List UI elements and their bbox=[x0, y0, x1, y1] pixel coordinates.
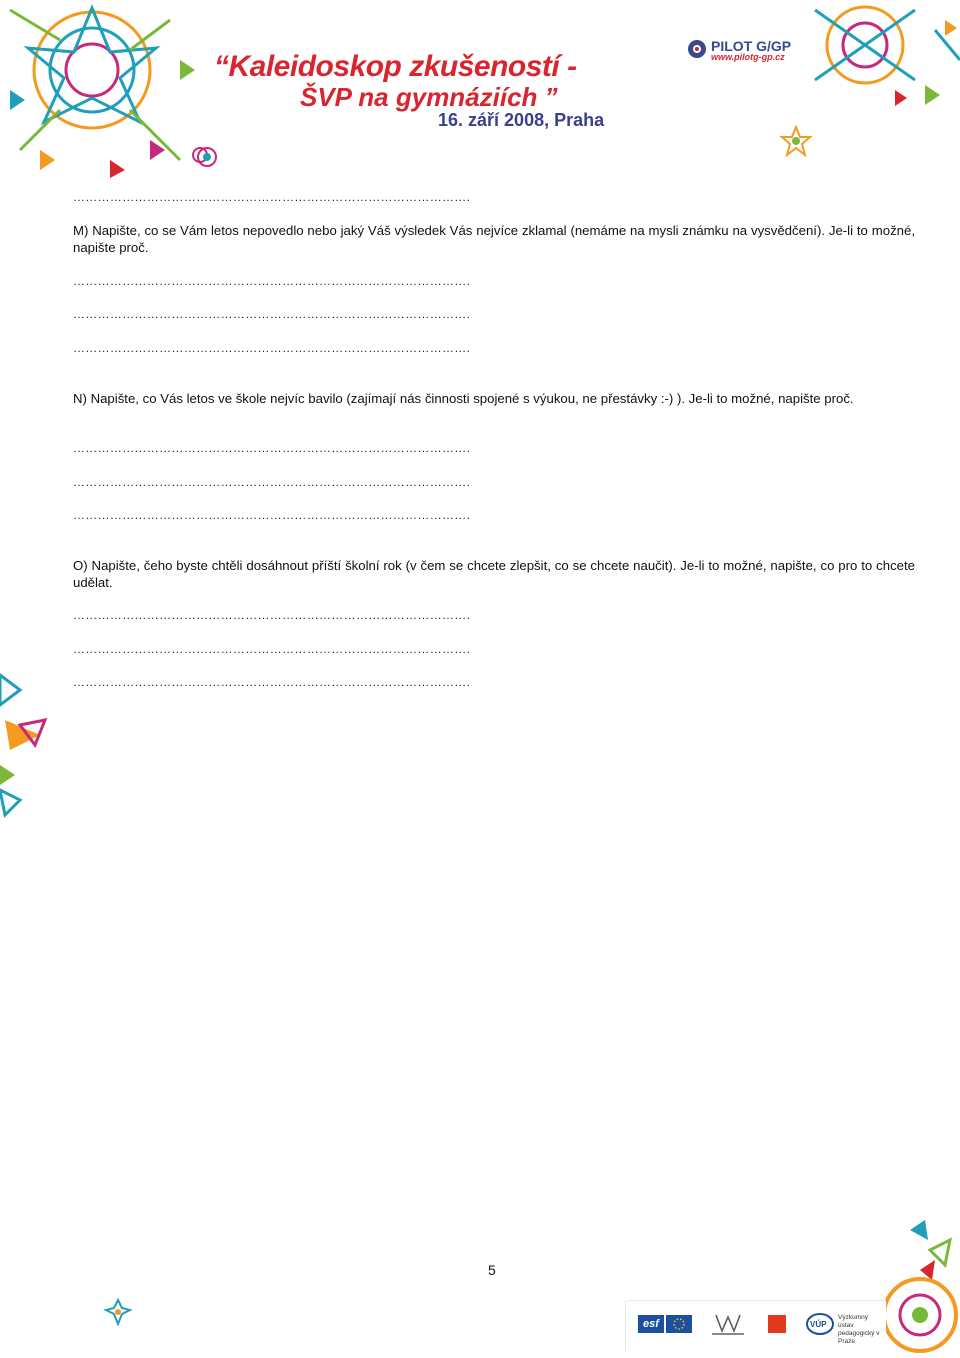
answer-line-top: ……………………………………………………………………………………. bbox=[73, 190, 471, 204]
ministry-logo-icon bbox=[708, 1311, 748, 1337]
footer-logo-strip bbox=[625, 1300, 886, 1351]
answer-line-o-1: ……………………………………………………………………………………. bbox=[73, 608, 471, 622]
page-number: 5 bbox=[488, 1262, 496, 1278]
pilot-logo-name: PILOT G/GP bbox=[711, 38, 792, 54]
kaleidoscope-ornament-top-left bbox=[0, 0, 215, 185]
small-ornament-left bbox=[195, 145, 219, 169]
answer-line-m-1: ……………………………………………………………………………………. bbox=[73, 274, 471, 288]
pilot-logo-url: www.pilotg-gp.cz bbox=[711, 52, 785, 62]
answer-line-o-3: ……………………………………………………………………………………. bbox=[73, 675, 471, 689]
answer-line-m-2: ……………………………………………………………………………………. bbox=[73, 307, 471, 321]
question-n: N) Napište, co Vás letos ve škole nejvíc bavilo (zajímají nás činnosti spojené s výukou, ne přestávky :-) ). Je-li to možné, napište proč. bbox=[73, 391, 854, 406]
banner-title-line1: “Kaleidoskop zkušeností - bbox=[214, 50, 577, 83]
side-ornament-left bbox=[0, 665, 50, 820]
esf-logo: esf bbox=[638, 1315, 664, 1333]
answer-line-m-3: ……………………………………………………………………………………. bbox=[73, 341, 471, 355]
pilot-logo-icon bbox=[686, 38, 708, 60]
small-ornament-bottom-left bbox=[104, 1298, 132, 1326]
prague-logo bbox=[768, 1315, 786, 1333]
kaleidoscope-ornament-top-right bbox=[795, 0, 960, 110]
answer-line-n-1: ……………………………………………………………………………………. bbox=[73, 441, 471, 455]
question-m: M) Napište, co se Vám letos nepovedlo nebo jaký Váš výsledek Vás nejvíce zklamal (nemáme na mysli známku na vysvědčení). Je-li to možné, napište proč. bbox=[73, 223, 915, 255]
banner-date: 16. září 2008, Praha bbox=[438, 110, 605, 130]
answer-line-n-3: ……………………………………………………………………………………. bbox=[73, 508, 471, 522]
vup-abbr: VÚP bbox=[810, 1320, 827, 1329]
vup-name: Výzkumný ústav pedagogický v Praze bbox=[838, 1314, 880, 1345]
star-ornament bbox=[780, 125, 812, 157]
eu-flag-icon bbox=[666, 1315, 692, 1333]
question-o: O) Napište, čeho byste chtěli dosáhnout příští školní rok (v čem se chcete zlepšit, co se chcete naučit). Je-li to možné, napište, co pro to chcete udělat. bbox=[73, 558, 915, 590]
answer-line-o-2: ……………………………………………………………………………………. bbox=[73, 642, 471, 656]
answer-line-n-2: ……………………………………………………………………………………. bbox=[73, 475, 471, 489]
banner-title-line2: ŠVP na gymnáziích ” bbox=[300, 82, 558, 112]
